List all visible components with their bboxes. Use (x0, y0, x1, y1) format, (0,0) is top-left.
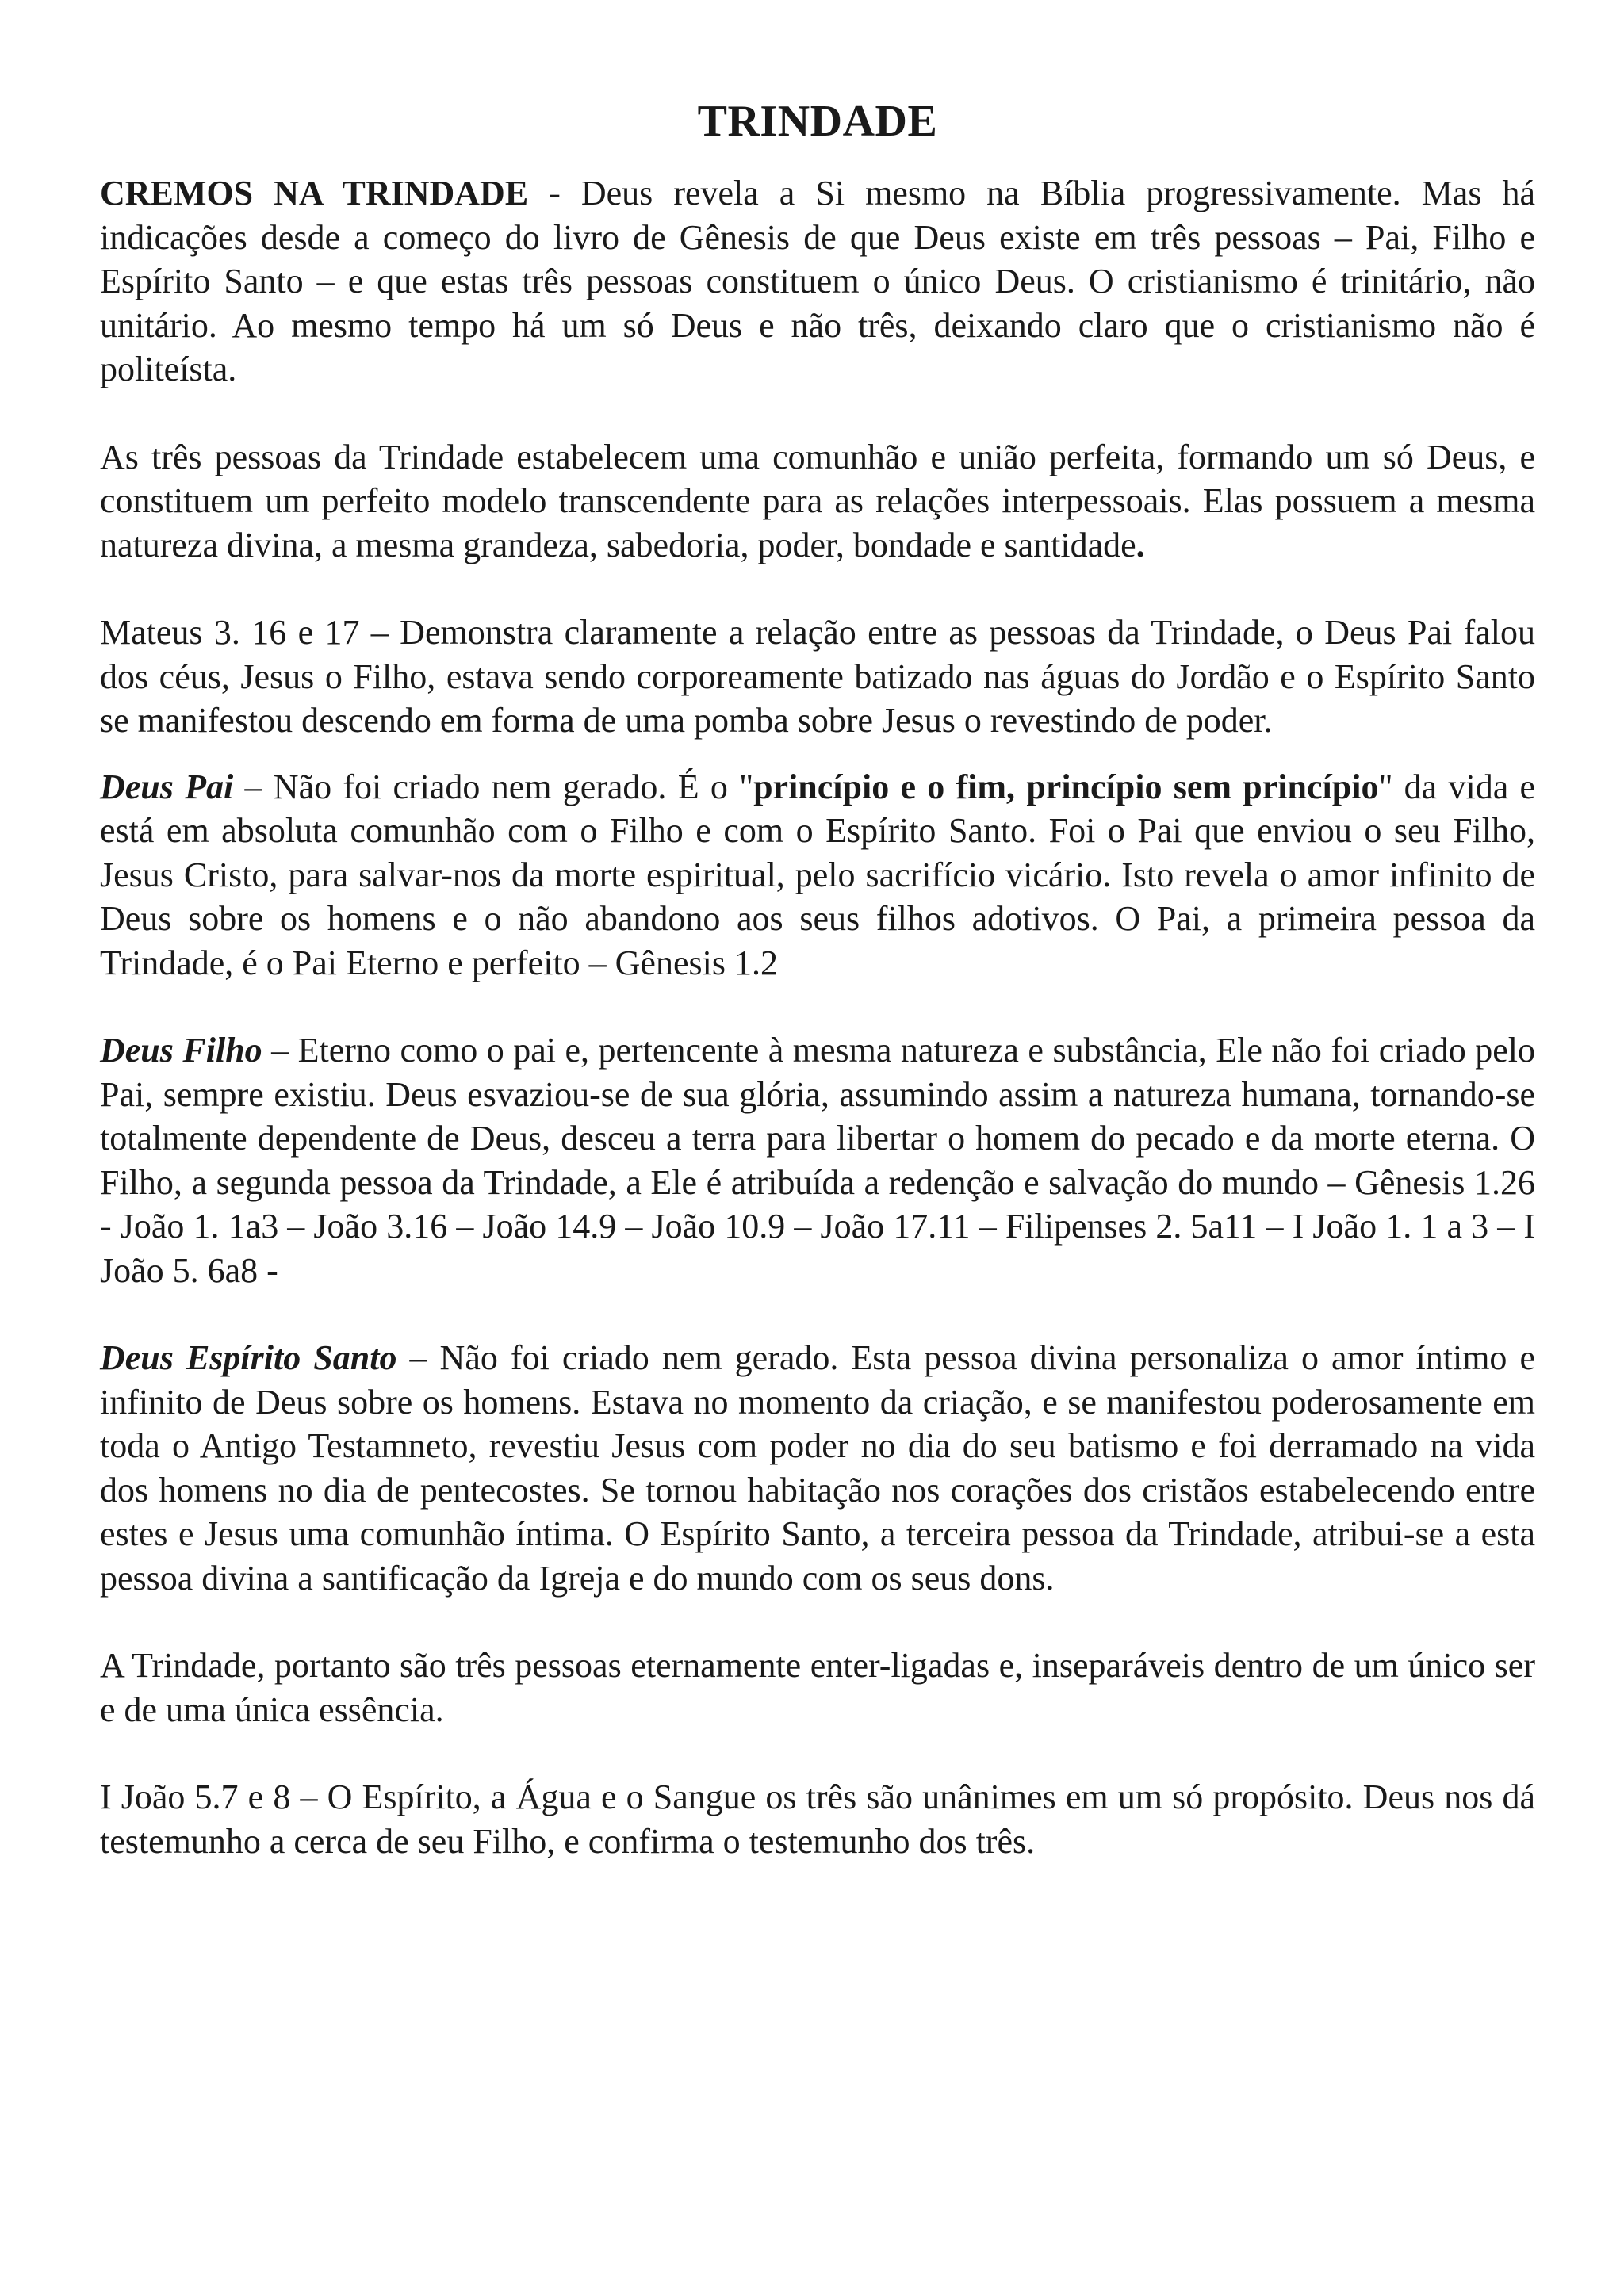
paragraph-text: – Não foi criado nem gerado. Esta pessoa divina personaliza o amor íntimo e infinito de Deus sobre os homens. Estava no momento da criação, e se manifestou poderosamente em toda o Antigo Testamneto, revestiu Jesus com poder no dia do seu batismo e foi derramado na vida dos homens no dia de pentecostes. Se tornou habitação nos corações dos cristãos estabelecendo entre estes e Jesus uma comunhão íntima. O Espírito Santo, a terceira pessoa da Trindade, atribui-se a esta pessoa divina a santificação da Igreja e do mundo com os seus dons. (100, 1338, 1535, 1598)
paragraph-text: Mateus 3. 16 e 17 – Demonstra claramente a relação entre as pessoas da Trindade, o Deus Pai falou dos céus, Jesus o Filho, estava sendo corporeamente batizado nas águas do Jordão e o Espírito Santo se manifestou descendo em forma de uma pomba sobre Jesus o revestindo de poder. (100, 613, 1535, 740)
paragraph-lead: Deus Pai (100, 767, 234, 806)
paragraph-deus-pai (100, 765, 1535, 985)
paragraph-tres-pessoas (100, 435, 1535, 568)
paragraph-mateus (100, 610, 1535, 743)
paragraph-deus-filho (100, 1028, 1535, 1292)
paragraph-text: A Trindade, portanto são três pessoas eternamente enter-ligadas e, inseparáveis dentro de um único ser e de uma única essência. (100, 1646, 1535, 1729)
paragraph-bold-quote: princípio e o fim, princípio sem princípio (753, 767, 1379, 806)
paragraph-end: . (1136, 525, 1145, 564)
paragraph-lead: Deus Espírito Santo (100, 1338, 397, 1377)
paragraph-cremos-na-trindade (100, 171, 1535, 392)
document-page (100, 94, 1535, 1863)
paragraph-i-joao (100, 1775, 1535, 1863)
paragraph-lead: Deus Filho (100, 1031, 262, 1070)
paragraph-text: " da vida e está em absoluta comunhão com o Filho e com o Espírito Santo. Foi o Pai que enviou o seu Filho, Jesus Cristo, para salvar-nos da morte espiritual, pelo sacrifício vicário. Isto revela o amor infinito de Deus sobre os homens e o não abandono aos seus filhos adotivos. O Pai, a primeira pessoa da Trindade, é o Pai Eterno e perfeito – Gênesis 1.2 (100, 767, 1536, 982)
paragraph-text: - Deus revela a Si mesmo na Bíblia progressivamente. Mas há indicações desde a começo do livro de Gênesis de que Deus existe em três pessoas – Pai, Filho e Espírito Santo – e que estas três pessoas constituem o único Deus. O cristianismo é trinitário, não unitário. Ao mesmo tempo há um só Deus e não três, deixando claro que o cristianismo não é politeísta. (100, 174, 1535, 388)
paragraph-text: – Eterno como o pai e, pertencente à mesma natureza e substância, Ele não foi criado pelo Pai, sempre existiu. Deus esvaziou-se de sua glória, assumindo assim a natureza humana, tornando-se totalmente dependente de Deus, desceu a terra para libertar o homem do pecado e da morte eterna. O Filho, a segunda pessoa da Trindade, a Ele é atribuída a redenção e salvação do mundo – Gênesis 1.26 - João 1. 1a3 – João 3.16 – João 14.9 – João 10.9 – João 17.11 – Filipenses 2. 5a11 – I João 1. 1 a 3 – I João 5. 6a8 - (100, 1031, 1535, 1290)
paragraph-text: As três pessoas da Trindade estabelecem uma comunhão e união perfeita, formando um só Deus, e constituem um perfeito modelo transcendente para as relações interpessoais. Elas possuem a mesma natureza divina, a mesma grandeza, sabedoria, poder, bondade e santidade (100, 437, 1535, 564)
paragraph-deus-espirito-santo (100, 1336, 1535, 1600)
paragraph-text: I João 5.7 e 8 – O Espírito, a Água e o Sangue os três são unânimes em um só propósito. Deus nos dá testemunho a cerca de seu Filho, e confirma o testemunho dos três. (100, 1777, 1535, 1861)
page-title: TRINDADE (697, 97, 938, 146)
paragraph-lead: CREMOS NA TRINDADE (100, 174, 529, 212)
paragraph-a-trindade (100, 1644, 1535, 1732)
paragraph-text: – Não foi criado nem gerado. É o " (233, 767, 754, 806)
